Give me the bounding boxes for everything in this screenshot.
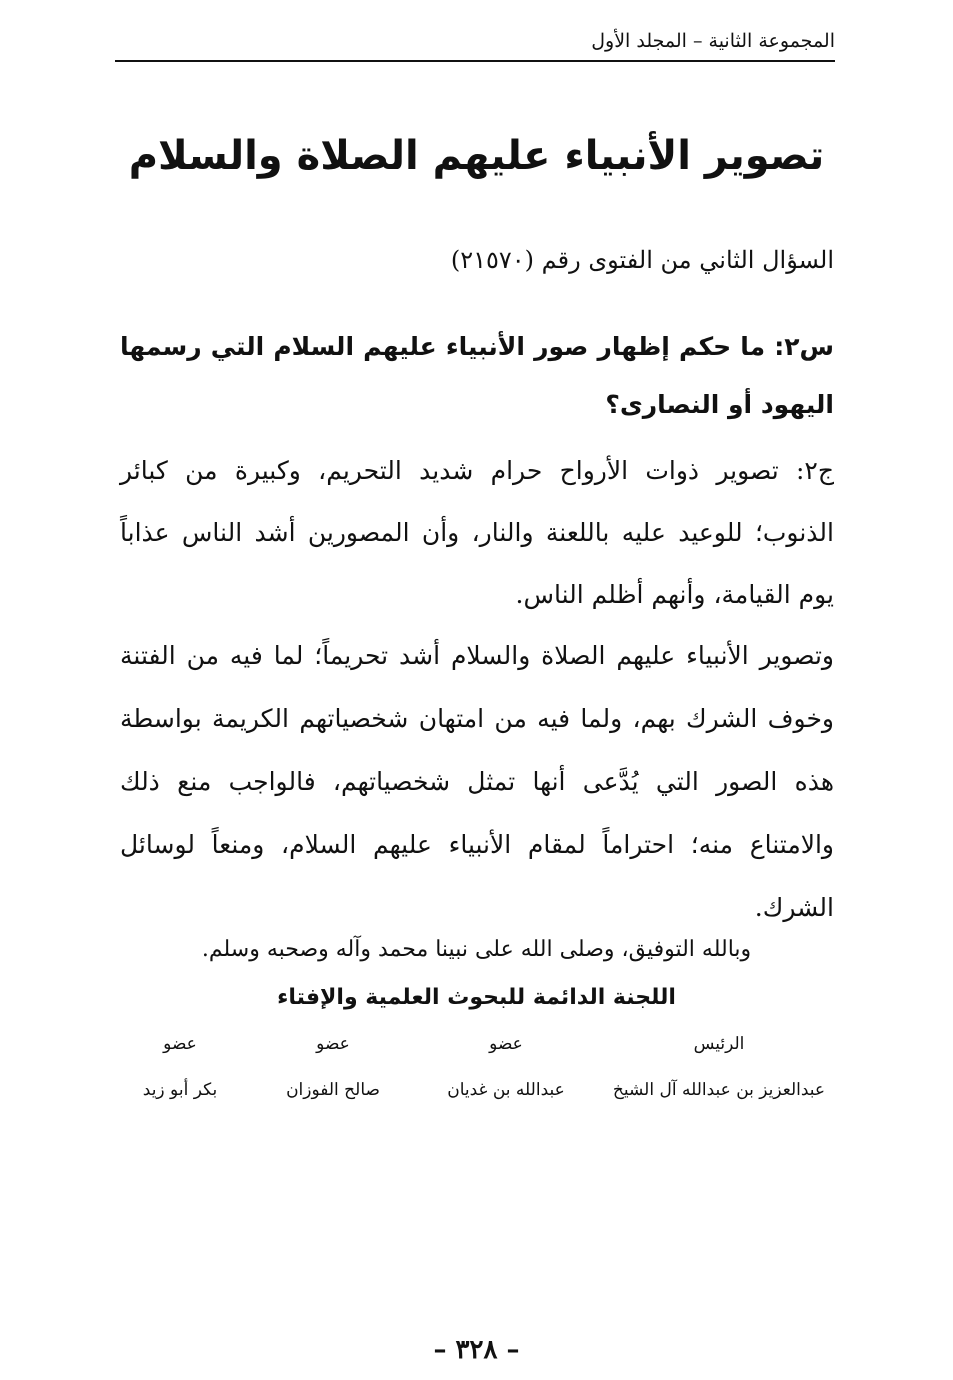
question-text: س٢: ما حكم إظهار صور الأنبياء عليهم السلام التي رسمها اليهود أو النصارى؟ — [120, 332, 834, 419]
running-header — [115, 26, 835, 62]
signatory-name: عبدالعزيز بن عبدالله آل الشيخ — [612, 1080, 826, 1100]
fatwa-reference: السؤال الثاني من الفتوى رقم (٢١٥٧٠) — [450, 246, 834, 274]
signatory-name: عبدالله بن غديان — [447, 1080, 565, 1100]
signatory-name: بكر أبو زيد — [142, 1080, 218, 1100]
signatory-roles — [120, 1030, 834, 1058]
answer-text: ج٢: تصوير ذوات الأرواح حرام شديد التحريم، وكبيرة من كبائر الذنوب؛ للوعيد عليه باللعنة والنار، وأن المصورين أشد الناس عذاباً يوم القيامة، وأنهم أظلم الناس. — [120, 456, 834, 609]
signatory-name: صالح الفوزان — [286, 1080, 380, 1100]
signatory-role: عضو — [316, 1034, 350, 1054]
page-title: تصوير الأنبياء عليهم الصلاة والسلام — [128, 133, 825, 179]
committee-name: اللجنة الدائمة للبحوث العلمية والإفتاء — [277, 985, 676, 1010]
signatory-names — [120, 1074, 834, 1106]
running-title: المجموعة الثانية – المجلد الأول — [591, 30, 835, 52]
signatory-role: الرئيس — [693, 1034, 745, 1054]
answer-paragraph-2: وتصوير الأنبياء عليهم الصلاة والسلام أشد تحريماً؛ لما فيه من الفتنة وخوف الشرك بهم، ولما فيه من امتهان شخصياتهم الكريمة بواسطة هذه الصور التي يُدَّعى أنها تمثل شخصياتهم، فالواجب منع ذلك والامتناع منه؛ احتراماً لمقام الأنبياء عليهم السلام، ومنعاً لوسائل الشرك. — [120, 641, 834, 922]
signatory-role: عضو — [489, 1034, 523, 1054]
closing-line: وبالله التوفيق، وصلى الله على نبينا محمد وآله وصحبه وسلم. — [201, 937, 752, 962]
signatory-role: عضو — [163, 1034, 197, 1054]
page-number: – ٣٢٨ – — [433, 1335, 520, 1365]
